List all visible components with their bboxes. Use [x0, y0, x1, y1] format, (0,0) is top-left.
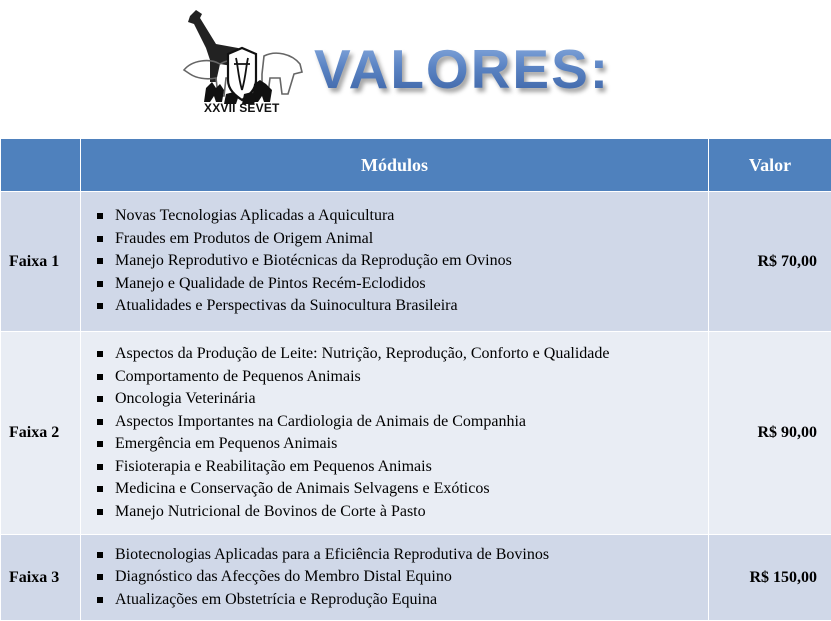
module-item: Diagnóstico das Afecções do Membro Distal Equino: [91, 566, 704, 589]
modules-cell: [81, 535, 709, 621]
page-title: VALORES:: [314, 38, 611, 100]
column-header-modulos: Módulos: [81, 139, 709, 192]
module-item: Comportamento de Pequenos Animais: [91, 366, 704, 389]
module-item: Medicina e Conservação de Animais Selvagens e Exóticos: [91, 478, 704, 501]
animals-logo-icon: [176, 4, 306, 116]
faixa-label: Faixa 2: [1, 332, 81, 535]
module-item: Fraudes em Produtos de Origem Animal: [91, 228, 704, 251]
price-value: R$ 90,00: [709, 332, 831, 535]
modules-cell: [81, 332, 709, 535]
module-item: Manejo e Qualidade de Pintos Recém-Eclodidos: [91, 273, 704, 296]
modules-list: [91, 205, 704, 318]
module-item: Aspectos da Produção de Leite: Nutrição, Reprodução, Conforto e Qualidade: [91, 343, 704, 366]
module-item: Atualizações em Obstetrícia e Reprodução Equina: [91, 589, 704, 612]
module-item: Atualidades e Perspectivas da Suinocultura Brasileira: [91, 295, 704, 318]
module-item: Fisioterapia e Reabilitação em Pequenos Animais: [91, 456, 704, 479]
module-item: Manejo Nutricional de Bovinos de Corte à Pasto: [91, 501, 704, 524]
modules-list: [91, 343, 704, 523]
table-row-faixa-2: [1, 332, 831, 535]
module-item: Biotecnologias Aplicadas para a Eficiência Reprodutiva de Bovinos: [91, 544, 704, 567]
price-table: [0, 138, 831, 621]
faixa-label: Faixa 1: [1, 192, 81, 332]
column-header-faixa: [1, 139, 81, 192]
header: [0, 0, 831, 138]
module-item: Emergência em Pequenos Animais: [91, 433, 704, 456]
modules-cell: [81, 192, 709, 332]
table-row-faixa-3: [1, 535, 831, 621]
table-row-faixa-1: [1, 192, 831, 332]
module-item: Oncologia Veterinária: [91, 388, 704, 411]
modules-list: [91, 544, 704, 612]
module-item: Aspectos Importantes na Cardiologia de Animais de Companhia: [91, 411, 704, 434]
column-header-valor: Valor: [709, 139, 831, 192]
price-value: R$ 70,00: [709, 192, 831, 332]
module-item: Novas Tecnologias Aplicadas a Aquicultura: [91, 205, 704, 228]
module-item: Manejo Reprodutivo e Biotécnicas da Reprodução em Ovinos: [91, 250, 704, 273]
price-value: R$ 150,00: [709, 535, 831, 621]
logo-text: XXVII SEVET: [204, 101, 280, 115]
faixa-label: Faixa 3: [1, 535, 81, 621]
table-header-row: [1, 139, 831, 192]
